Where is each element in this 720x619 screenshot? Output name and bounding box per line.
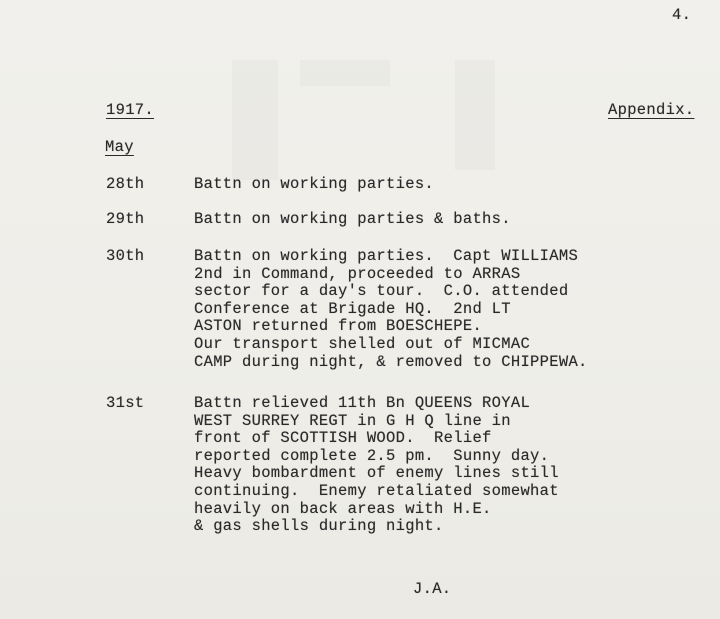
entry-line: Conference at Brigade HQ. 2nd LT <box>194 299 511 318</box>
entry-line: CAMP during night, & removed to CHIPPEWA. <box>194 352 588 371</box>
show-through-mark <box>455 60 495 170</box>
entry-text <box>194 248 588 371</box>
entry-line: Battn relieved 11th Bn QUEENS ROYAL <box>194 394 531 412</box>
entry-line: WEST SURREY REGT in G H Q line in <box>194 411 511 430</box>
entry-line: continuing. Enemy retaliated somewhat <box>194 481 559 500</box>
entry-date: 28th <box>106 175 145 193</box>
entry-text <box>194 395 559 536</box>
show-through-mark <box>300 60 390 86</box>
entry-date: 29th <box>106 210 145 228</box>
month-heading: May <box>105 138 134 156</box>
author-initials: J.A. <box>413 580 452 598</box>
year-heading: 1917. <box>106 101 155 119</box>
entry-line: & gas shells during night. <box>194 517 444 536</box>
entry-date: 31st <box>106 394 145 412</box>
entry-line: Battn on working parties & baths. <box>194 210 511 228</box>
entry-line: Our transport shelled out of MICMAC <box>194 334 531 353</box>
entry-line: heavily on back areas with H.E. <box>194 499 492 518</box>
entry-line: Heavy bombardment of enemy lines still <box>194 464 559 483</box>
entry-text <box>194 176 434 194</box>
show-through-mark <box>232 60 278 180</box>
page-number: 4. <box>672 6 692 24</box>
appendix-label: Appendix. <box>608 101 695 119</box>
entry-line: reported complete 2.5 pm. Sunny day. <box>194 446 550 465</box>
entry-line: front of SCOTTISH WOOD. Relief <box>194 429 492 448</box>
entry-line: sector for a day's tour. C.O. attended <box>194 282 569 301</box>
entry-line: Battn on working parties. <box>194 175 435 193</box>
entry-date: 30th <box>106 247 145 265</box>
entry-text <box>194 211 511 229</box>
entry-line: ASTON returned from BOESCHEPE. <box>194 317 483 336</box>
entry-line: Battn on working parties. Capt WILLIAMS <box>194 247 579 265</box>
entry-line: 2nd in Command, proceeded to ARRAS <box>194 264 521 283</box>
